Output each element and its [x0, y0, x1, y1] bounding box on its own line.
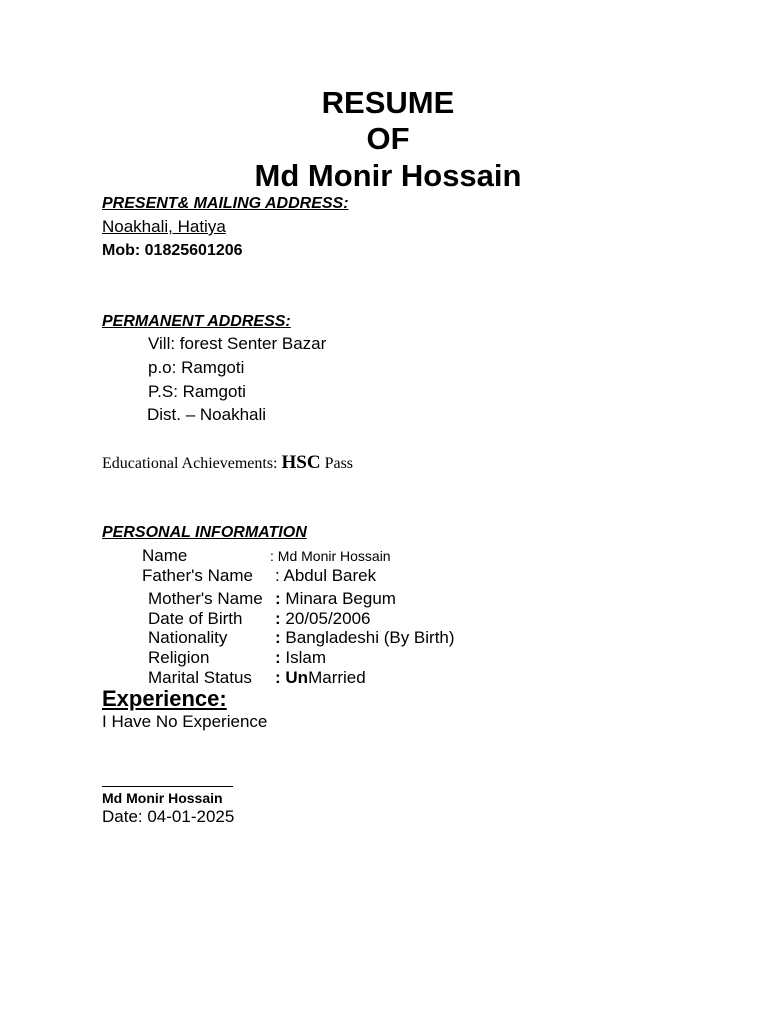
experience-text: I Have No Experience — [102, 712, 268, 731]
mother-value: Minara Begum — [285, 589, 396, 608]
marital-value-bold: Un — [285, 668, 309, 687]
permanent-address-line: Dist. – Noakhali — [147, 405, 267, 424]
father-value: : Abdul Barek — [275, 566, 377, 585]
dob-row-value — [275, 609, 371, 629]
signature-date: Date: 04-01-2025 — [102, 807, 235, 826]
education-degree: HSC — [281, 452, 321, 473]
permanent-address-line: P.S: Ramgoti — [148, 382, 246, 401]
permanent-address-heading: PERMANENT ADDRESS: — [102, 313, 291, 330]
name-label: Name — [142, 546, 188, 565]
marital-row-value — [275, 668, 366, 688]
name-value: : Md Monir Hossain — [270, 548, 391, 564]
education-label: Educational Achievements: — [102, 455, 278, 472]
colon: : — [275, 628, 281, 647]
dob-label: Date of Birth — [148, 609, 243, 628]
present-address-heading: PRESENT& MAILING ADDRESS: — [102, 195, 349, 212]
title-name: Md Monir Hossain — [254, 158, 522, 193]
colon: : — [275, 589, 281, 608]
colon: : — [275, 609, 281, 628]
mobile-number: Mob: 01825601206 — [102, 242, 243, 259]
permanent-address-line: Vill: forest Senter Bazar — [148, 334, 327, 353]
signature-name: Md Monir Hossain — [102, 790, 223, 806]
permanent-address-line: p.o: Ramgoti — [148, 358, 245, 377]
experience-heading: Experience: — [102, 686, 227, 711]
present-address-text: Noakhali, Hatiya — [102, 217, 226, 236]
education-status: Pass — [324, 455, 354, 472]
title-of: OF — [366, 121, 410, 156]
religion-value: Islam — [285, 648, 327, 667]
marital-value-rest: Married — [308, 668, 366, 687]
marital-label: Marital Status — [148, 668, 252, 687]
dob-value: 20/05/2006 — [285, 609, 371, 628]
mother-label: Mother's Name — [148, 589, 263, 608]
personal-info-heading: PERSONAL INFORMATION — [102, 524, 307, 541]
nationality-label: Nationality — [148, 628, 228, 647]
religion-row-value — [275, 648, 326, 668]
colon: : — [275, 668, 281, 687]
father-label: Father's Name — [142, 566, 253, 585]
nationality-row-value — [275, 628, 455, 648]
mother-row-value — [275, 589, 396, 609]
title-resume: RESUME — [321, 85, 455, 120]
religion-label: Religion — [148, 648, 210, 667]
education-line — [102, 452, 353, 474]
signature-line — [102, 786, 233, 787]
nationality-value: Bangladeshi (By Birth) — [285, 628, 455, 647]
colon: : — [275, 648, 281, 667]
